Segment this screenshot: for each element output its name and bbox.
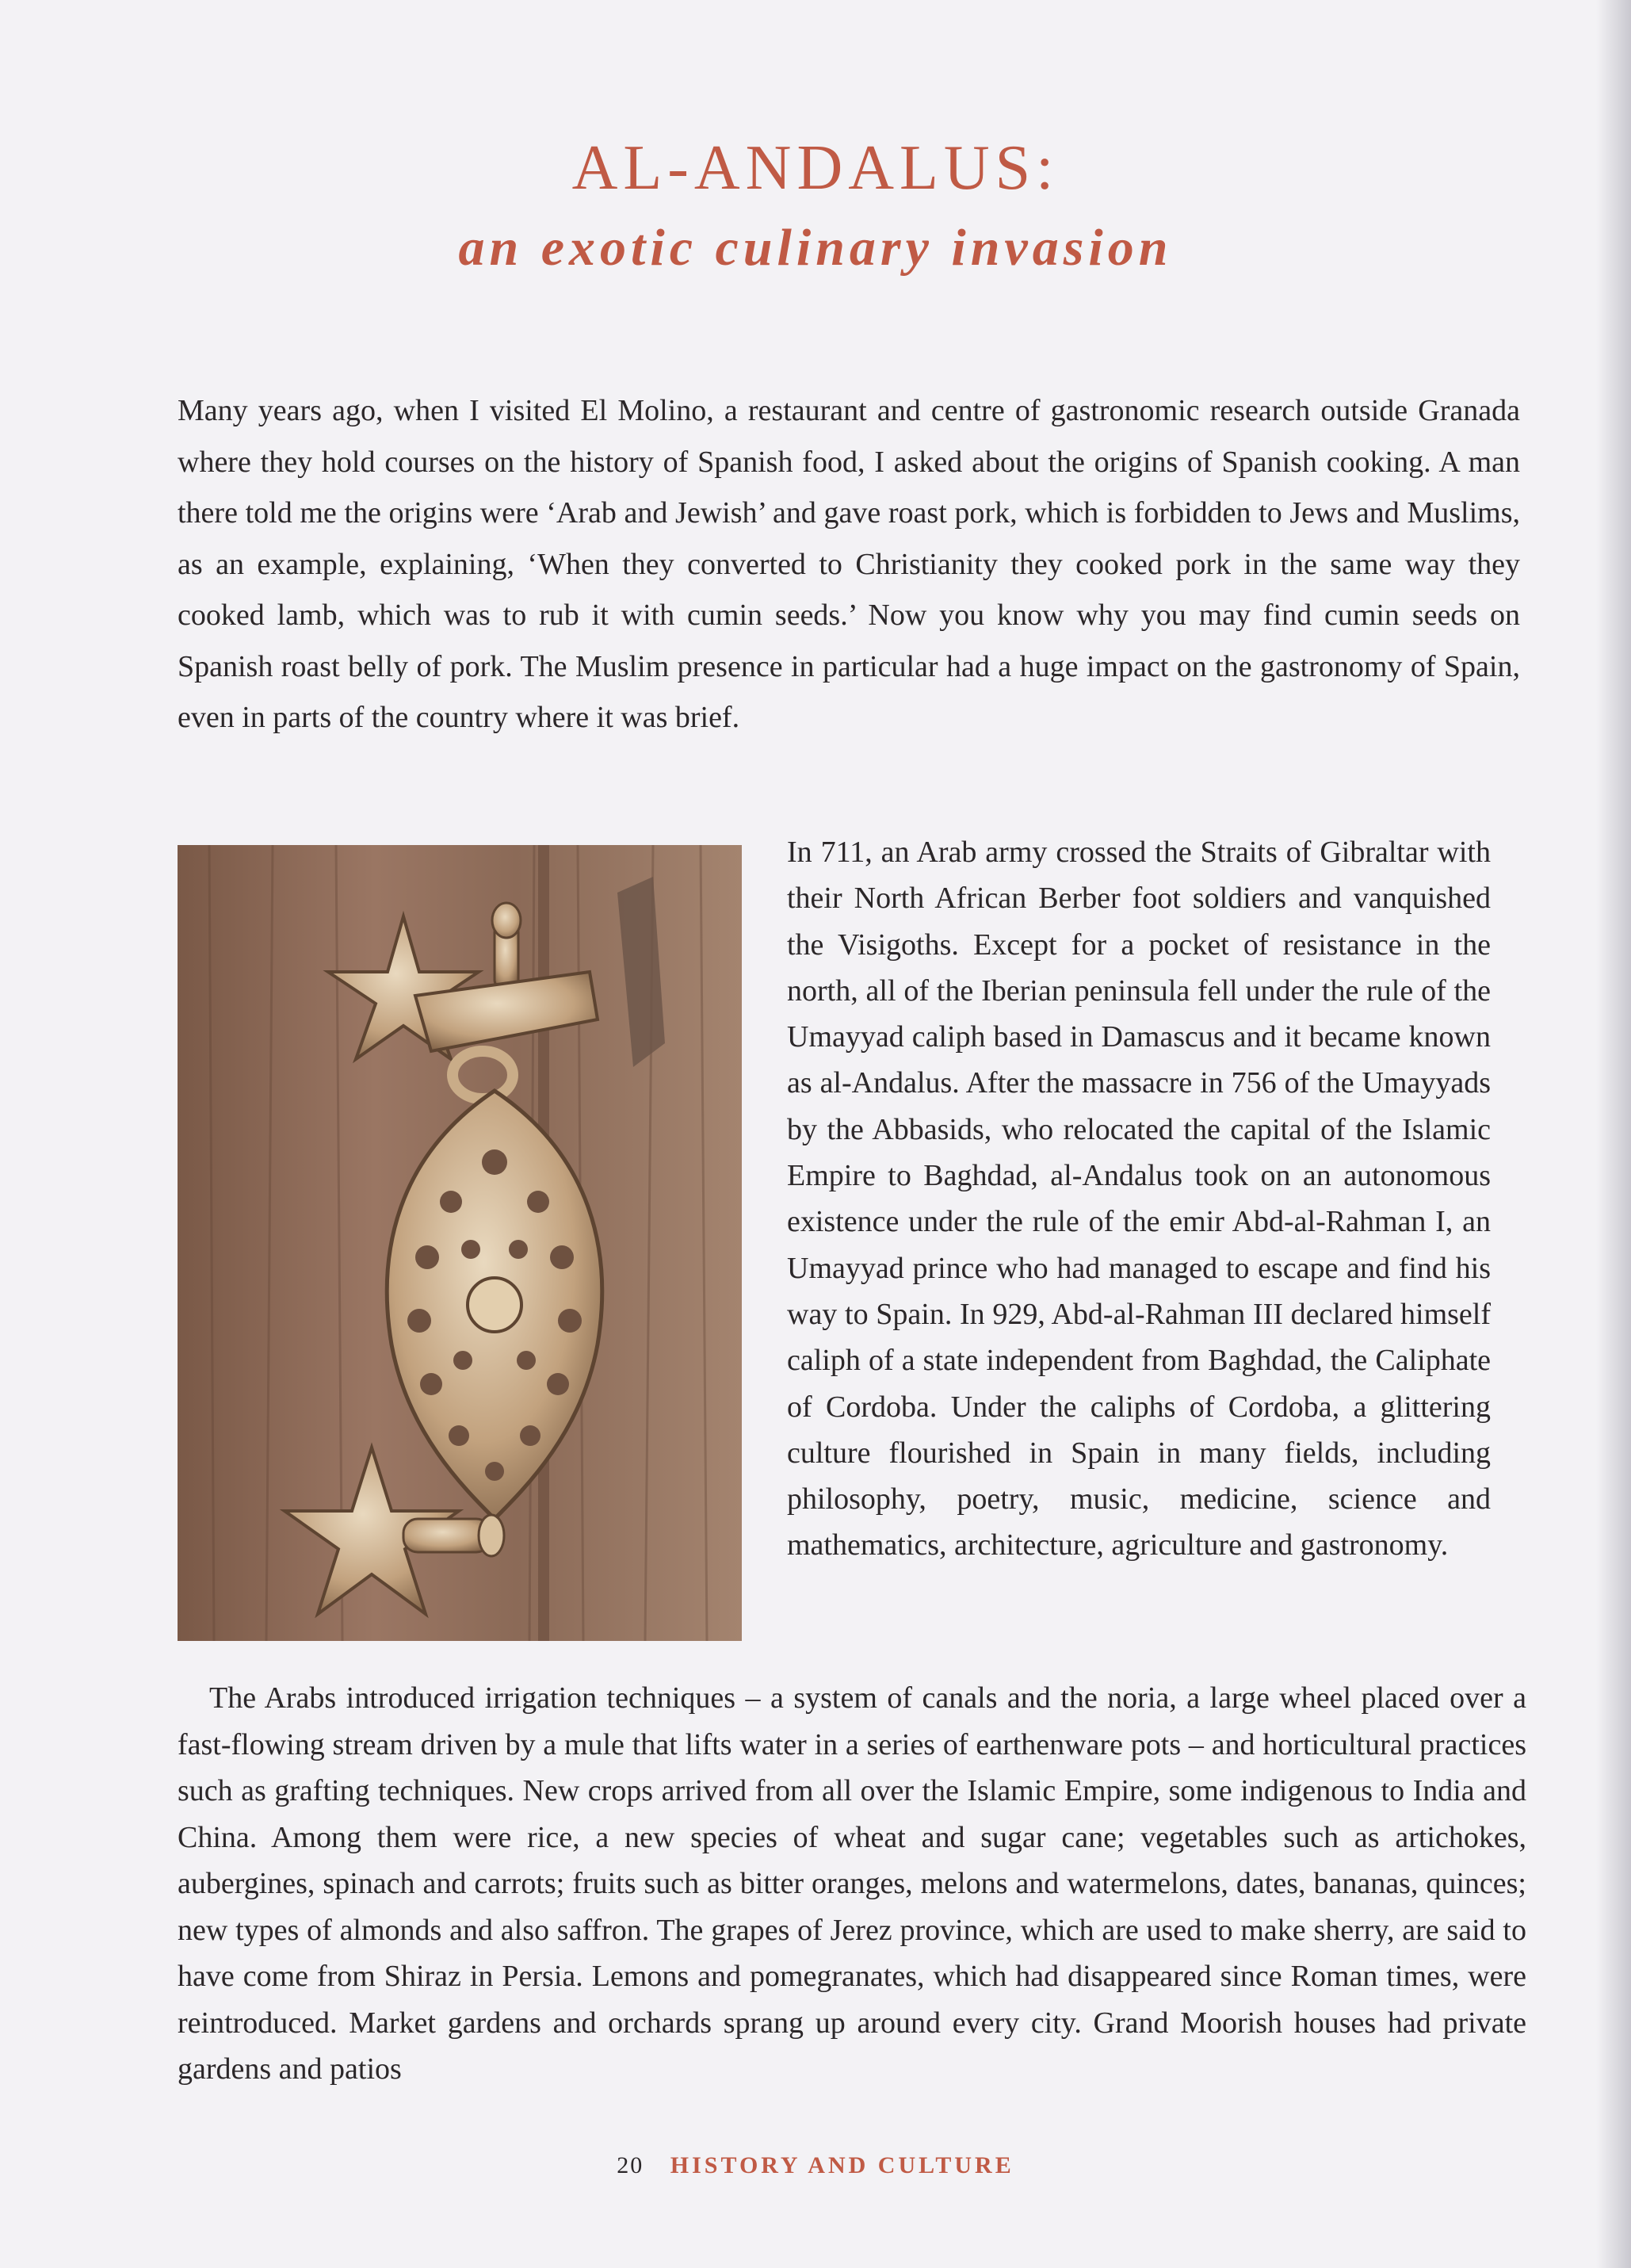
intro-paragraph: Many years ago, when I visited El Molino, a restaurant and centre of gastronomic research outside Granada where they hold courses on the history of Spanish food, I asked about the origins of Spanish cooking. A man there told me the origins were ‘Arab and Jewish’ and gave roast pork, which is forbidden to Jews and Muslims, as an example, explaining, ‘When they converted to Christianity they cooked pork in the same way they cooked lamb, which was to rub it with cumin seeds.’ Now you know why you may find cumin seeds on Spanish roast belly of pork. The Muslim presence in particular had a huge impact on the gastronomy of Spain, even in parts of the country where it was brief. — [178, 394, 1520, 734]
section-name: HISTORY AND CULTURE — [670, 2152, 1014, 2178]
irrigation-paragraph: The Arabs introduced irrigation techniques – a system of canals and the noria, a large wheel placed over a fast-flowing stream driven by a mule that lifts water in a series of earthenware pots – and horticultural practices such as grafting techniques. New crops arrived from all over the Islamic Empire, some indigenous to India and China. Among them were rice, a new species of wheat and sugar cane; vegetables such as artichokes, aubergines, spinach and carrots; fruits such as bitter oranges, melons and watermelons, dates, bananas, quinces; new types of almonds and also saffron. The grapes of Jerez province, which are used to make sherry, are said to have come from Shiraz in Persia. Lemons and pomegranates, which had disappeared since Roman times, were reintroduced. Market gardens and orchards sprang up around every city. Grand Moorish houses had private gardens and patios — [178, 1681, 1526, 2086]
page-title: AL-ANDALUS: — [571, 133, 1060, 203]
page-subtitle: an exotic culinary invasion — [458, 219, 1173, 277]
page-edge-shadow — [1596, 0, 1631, 2268]
door-knocker-photo — [178, 845, 742, 1641]
history-paragraph: In 711, an Arab army crossed the Straits of Gibraltar with their North African Berber foot soldiers and vanquished the Visigoths. Except for a pocket of resistance in the north, all of the Iberian peninsula fell under the rule of the Umayyad caliph based in Damascus and it became known as al-Andalus. After the massacre in 756 of the Umayyads by the Abbasids, who relocated the capital of the Islamic Empire to Baghdad, al-Andalus took on an autonomous existence under the rule of the emir Abd-al-Rahman I, an Umayyad prince who had managed to escape and find his way to Spain. In 929, Abd-al-Rahman III declared himself caliph of a state independent from Baghdad, the Caliphate of Cordoba. Under the caliphs of Cordoba, a glittering culture flourished in Spain in many fields, including philosophy, poetry, music, medicine, science and mathematics, architecture, agriculture and gastronomy. — [787, 836, 1491, 1562]
page-footer — [0, 2154, 1631, 2178]
page-number: 20 — [617, 2152, 644, 2178]
